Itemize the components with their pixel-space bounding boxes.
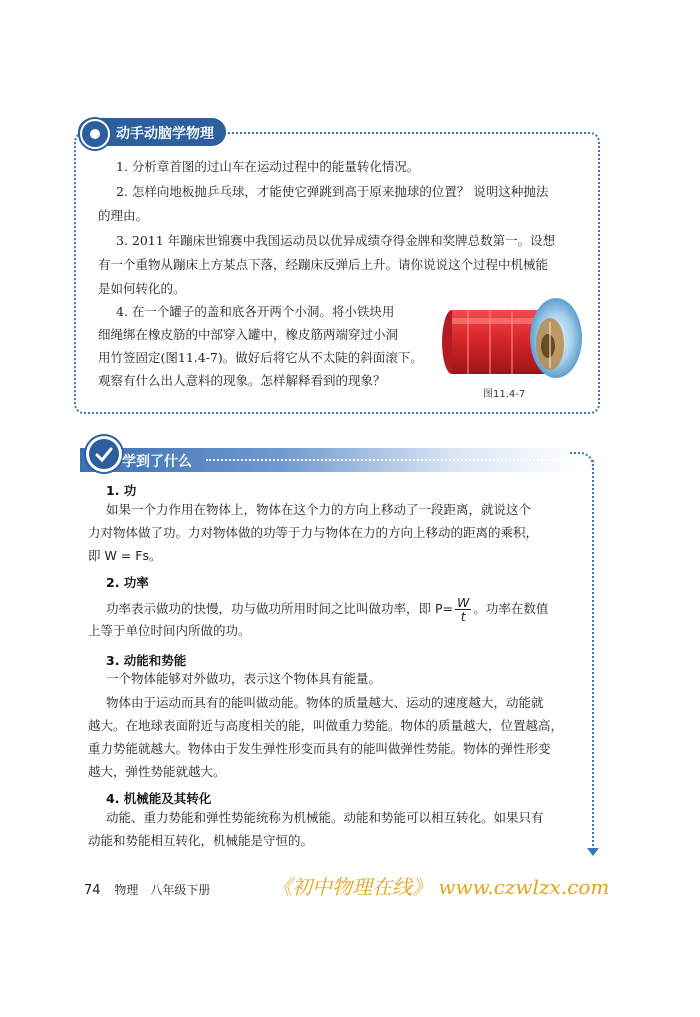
paragraph-mechanical-line-1: 动能、重力势能和弹性势能统称为机械能。动能和势能可以相互转化。如果只有 xyxy=(106,810,544,825)
page-number: 74 xyxy=(84,883,101,898)
paragraph-power-line-1: 功率表示做功的快慢，功与做功所用时间之比叫做功率，即 P= $\frac{W}{t}$ 。功率在数值 xyxy=(106,595,549,624)
paragraph-work-line-3: 即 W = Fs。 xyxy=(88,548,162,563)
section-title: 动手动脑学物理 xyxy=(116,126,214,142)
question-4-line-1: 4. 在一个罐子的盖和底各开两个小洞。将小铁块用 xyxy=(116,304,395,319)
paragraph-energy-line-3: 越大。在地球表面附近与高度相关的能，叫做重力势能。物体的质量越大，位置越高， xyxy=(88,718,564,733)
question-4-line-2: 细绳绑在橡皮筋的中部穿入罐中，橡皮筋两端穿过小洞 xyxy=(98,327,399,342)
question-3-line-2: 有一个重物从蹦床上方某点下落，经蹦床反弹后上升。请你说说这个过程中机械能 xyxy=(98,257,549,272)
question-3-line-1: 3. 2011 年蹦床世锦赛中我国运动员以优异成绩夺得金牌和奖牌总数第一。设想 xyxy=(116,233,556,248)
arrow-down-icon xyxy=(587,848,599,856)
pencil-check-icon xyxy=(86,436,122,472)
section-title-learned: 学到了什么 xyxy=(122,454,192,470)
question-3-line-3: 是如何转化的。 xyxy=(98,281,186,296)
paragraph-energy-line-1: 一个物体能够对外做功，表示这个物体具有能量。 xyxy=(106,671,382,686)
border-corner xyxy=(570,452,594,470)
question-1: 1. 分析章首图的过山车在运动过程中的能量转化情况。 xyxy=(116,159,420,174)
paragraph-energy-line-5: 越大，弹性势能就越大。 xyxy=(88,764,226,779)
question-2-line-1: 2. 怎样向地板抛乒乓球，才能使它弹跳到高于原来抛球的位置？ 说明这种抛法 xyxy=(116,184,549,199)
heading-power: 2. 功率 xyxy=(106,575,149,590)
heading-mechanical-energy: 4. 机械能及其转化 xyxy=(106,791,212,806)
question-2-line-2: 的理由。 xyxy=(98,208,149,223)
heading-work: 1. 功 xyxy=(106,483,137,498)
book-title: 物理 八年级下册 xyxy=(114,883,211,897)
power-fraction: $\frac{W}{t}$ xyxy=(457,595,470,624)
paragraph-mechanical-line-2: 动能和势能相互转化，机械能是守恒的。 xyxy=(88,833,314,848)
paragraph-energy-line-2: 物体由于运动而具有的能叫做动能。物体的质量越大、运动的速度越大，动能就 xyxy=(106,695,544,710)
heading-energy: 3. 动能和势能 xyxy=(106,653,187,668)
site-watermark: 《初中物理在线》 www.czwlzx.com xyxy=(272,875,610,899)
paragraph-work-line-2: 力对物体做了功。力对物体做的功等于力与物体在力的方向上移动的距离的乘积， xyxy=(88,525,539,540)
figure-caption: 图11.4-7 xyxy=(483,389,526,400)
can-figure xyxy=(438,292,588,382)
paragraph-energy-line-4: 重力势能就越大。物体由于发生弹性形变而具有的能叫做弹性势能。物体的弹性形变 xyxy=(88,741,551,756)
dotted-right-border xyxy=(592,460,594,850)
header-dotted-line xyxy=(206,459,566,461)
question-4-line-3: 用竹签固定(图11.4-7)。做好后将它从不太陡的斜面滚下。 xyxy=(98,350,423,365)
question-4-line-4: 观察有什么出人意料的现象。怎样解释看到的现象？ xyxy=(98,373,386,388)
paragraph-work-line-1: 如果一个力作用在物体上，物体在这个力的方向上移动了一段距离，就说这个 xyxy=(106,502,532,517)
target-icon xyxy=(80,119,110,149)
paragraph-power-line-2: 上等于单位时间内所做的功。 xyxy=(88,623,251,638)
page-footer xyxy=(84,881,210,898)
